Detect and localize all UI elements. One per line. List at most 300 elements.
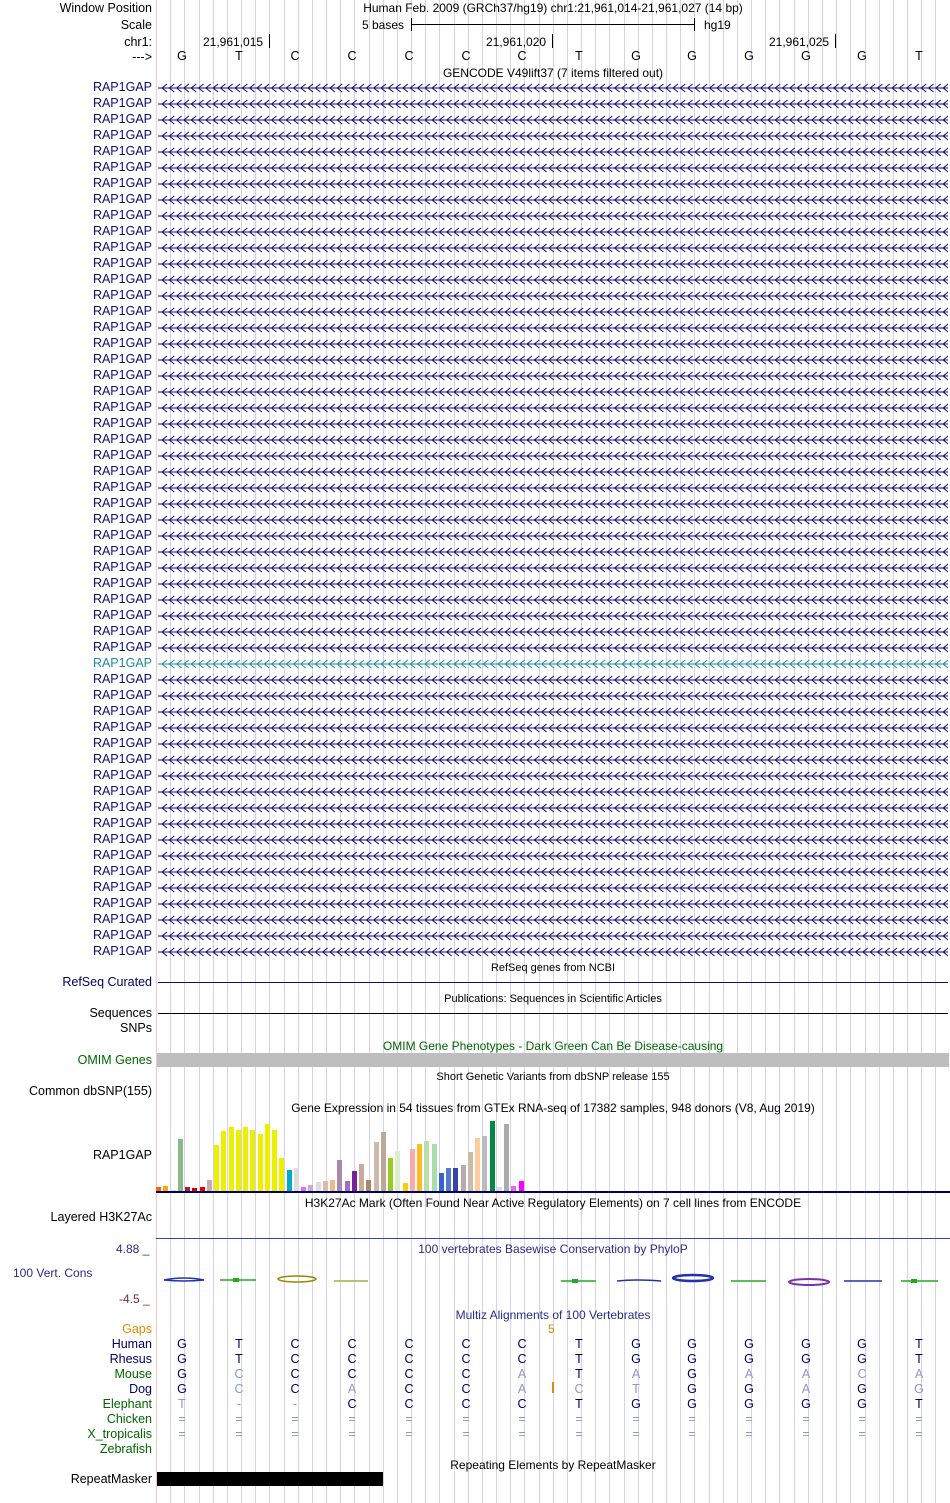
gtex-tissue-bar[interactable]	[453, 1168, 458, 1191]
gencode-gene-label[interactable]: RAP1GAP	[92, 336, 152, 350]
gencode-gene-label[interactable]: RAP1GAP	[92, 256, 152, 270]
gencode-gene-label[interactable]: RAP1GAP	[92, 496, 152, 510]
gtex-tissue-bar[interactable]	[207, 1180, 212, 1191]
species-label-elephant[interactable]: Elephant	[102, 1397, 152, 1411]
chrom-label: chr1:	[124, 35, 152, 49]
gencode-transcript[interactable]	[158, 418, 948, 430]
gencode-gene-label[interactable]: RAP1GAP	[92, 176, 152, 190]
gencode-gene-label[interactable]: RAP1GAP	[92, 304, 152, 318]
gencode-gene-label[interactable]: RAP1GAP	[92, 864, 152, 878]
gencode-gene-label[interactable]: RAP1GAP	[92, 880, 152, 894]
alignment-base: A	[744, 1367, 754, 1381]
alignment-base: T	[915, 1397, 923, 1411]
gtex-tissue-bar[interactable]	[178, 1139, 183, 1191]
alignment-base: =	[178, 1427, 186, 1441]
alignment-base: G	[744, 1382, 754, 1396]
alignment-base: G	[687, 1352, 697, 1366]
gencode-transcript[interactable]	[158, 402, 948, 414]
gencode-gene-label[interactable]: RAP1GAP	[92, 432, 152, 446]
species-label-dog[interactable]: Dog	[129, 1382, 152, 1396]
alignment-base: C	[461, 1337, 471, 1351]
gencode-transcript[interactable]	[158, 898, 948, 910]
gencode-transcript[interactable]	[158, 866, 948, 878]
gtex-track-title[interactable]: Gene Expression in 54 tissues from GTEx RNA-seq of 17382 samples, 948 donors (V8, Aug 2019)	[291, 1101, 815, 1115]
coord-2: 21,961,020	[486, 35, 547, 49]
alignment-base: =	[462, 1412, 470, 1426]
gencode-gene-label[interactable]: RAP1GAP	[92, 752, 152, 766]
gtex-tissue-bar[interactable]	[214, 1145, 219, 1191]
strand-label: --->	[132, 50, 152, 64]
repeatmasker-label[interactable]: RepeatMasker	[70, 1472, 152, 1486]
gencode-gene-label[interactable]: RAP1GAP	[92, 368, 152, 382]
coord-3: 21,961,025	[769, 35, 830, 49]
alignment-base: G	[687, 1397, 697, 1411]
gtex-tissue-bar[interactable]	[475, 1138, 480, 1191]
gtex-tissue-bar[interactable]	[403, 1183, 408, 1191]
reference-base: G	[857, 49, 867, 63]
gencode-transcript[interactable]	[158, 130, 948, 142]
alignment-base: C	[461, 1382, 471, 1396]
gencode-gene-label[interactable]: RAP1GAP	[92, 848, 152, 862]
alignment-base: C	[347, 1337, 357, 1351]
gtex-tissue-bar[interactable]	[287, 1170, 292, 1191]
alignment-base: T	[235, 1352, 243, 1366]
gencode-gene-label[interactable]: RAP1GAP	[92, 640, 152, 654]
gencode-transcript[interactable]	[158, 194, 948, 206]
alignment-base: C	[347, 1397, 357, 1411]
gencode-transcript[interactable]	[158, 690, 948, 702]
species-label-chicken[interactable]: Chicken	[106, 1412, 152, 1426]
gencode-gene-label[interactable]: RAP1GAP	[92, 80, 152, 94]
gencode-transcript[interactable]	[158, 930, 948, 942]
gencode-gene-label[interactable]: RAP1GAP	[92, 384, 152, 398]
gtex-tissue-bar[interactable]	[359, 1164, 364, 1191]
alignment-base: =	[745, 1412, 753, 1426]
gencode-gene-label[interactable]: RAP1GAP	[92, 624, 152, 638]
gencode-gene-label[interactable]: RAP1GAP	[92, 576, 152, 590]
alignment-base: =	[688, 1412, 696, 1426]
window-position-label: Window Position	[59, 1, 152, 15]
alignment-base: G	[801, 1337, 811, 1351]
gencode-transcript[interactable]	[158, 514, 948, 526]
alignment-base: =	[858, 1427, 866, 1441]
gencode-transcript[interactable]	[158, 386, 948, 398]
alignment-base: =	[858, 1412, 866, 1426]
reference-base: C	[517, 49, 527, 63]
gencode-gene-label[interactable]: RAP1GAP	[92, 192, 152, 206]
gtex-tissue-bar[interactable]	[250, 1130, 255, 1191]
gap-count: 5	[548, 1322, 555, 1336]
alignment-base: =	[405, 1412, 413, 1426]
alignment-base: T	[575, 1337, 583, 1351]
alignment-base: C	[290, 1382, 300, 1396]
alignment-base: T	[915, 1337, 923, 1351]
alignment-base: G	[177, 1367, 187, 1381]
alignment-base: =	[518, 1427, 526, 1441]
gencode-gene-label[interactable]: RAP1GAP	[92, 784, 152, 798]
gencode-transcript[interactable]	[158, 626, 948, 638]
gencode-gene-label[interactable]: RAP1GAP	[92, 816, 152, 830]
gencode-gene-label[interactable]: RAP1GAP	[92, 416, 152, 430]
alignment-base: =	[235, 1412, 243, 1426]
gtex-tissue-bar[interactable]	[221, 1131, 226, 1191]
gencode-gene-label[interactable]: RAP1GAP	[92, 928, 152, 942]
alignment-base: =	[745, 1427, 753, 1441]
alignment-base: G	[857, 1397, 867, 1411]
publications-track-title[interactable]: Publications: Sequences in Scientific Articles	[444, 993, 662, 1005]
gencode-gene-label[interactable]: RAP1GAP	[92, 656, 152, 670]
gtex-tissue-bar[interactable]	[366, 1180, 371, 1191]
reference-base: G	[801, 49, 811, 63]
phylop-min: -4.5 _	[119, 1292, 150, 1306]
gencode-transcript[interactable]	[158, 242, 948, 254]
gencode-gene-label[interactable]: RAP1GAP	[92, 272, 152, 286]
omim-label[interactable]: OMIM Genes	[77, 1053, 152, 1067]
gencode-transcript[interactable]	[158, 802, 948, 814]
gencode-transcript[interactable]	[158, 482, 948, 494]
h3k27ac-label[interactable]: Layered H3K27Ac	[50, 1210, 152, 1224]
gencode-transcript[interactable]	[158, 178, 948, 190]
gencode-gene-label[interactable]: RAP1GAP	[92, 736, 152, 750]
alignment-base: C	[290, 1352, 300, 1366]
gencode-transcript[interactable]	[158, 146, 948, 158]
alignment-base: A	[517, 1367, 527, 1381]
gtex-tissue-bar[interactable]	[294, 1168, 299, 1191]
reference-base: G	[744, 49, 754, 63]
gencode-gene-label[interactable]: RAP1GAP	[92, 448, 152, 462]
gtex-tissue-bar[interactable]	[439, 1173, 444, 1191]
publications-line[interactable]	[158, 1013, 948, 1014]
alignment-base: G	[857, 1352, 867, 1366]
gtex-tissue-bar[interactable]	[374, 1142, 379, 1191]
multiz-track-title[interactable]: Multiz Alignments of 100 Vertebrates	[455, 1308, 651, 1322]
alignment-base: C	[404, 1352, 414, 1366]
gtex-label[interactable]: RAP1GAP	[92, 1148, 152, 1162]
gencode-transcript[interactable]	[158, 946, 948, 958]
alignment-base: =	[632, 1412, 640, 1426]
gencode-gene-label[interactable]: RAP1GAP	[92, 288, 152, 302]
snps-label[interactable]: SNPs	[120, 1021, 152, 1035]
alignment-base: T	[575, 1352, 583, 1366]
gencode-transcript[interactable]	[158, 546, 948, 558]
gencode-transcript[interactable]	[158, 818, 948, 830]
gencode-transcript[interactable]	[158, 498, 948, 510]
gencode-transcript[interactable]	[158, 434, 948, 446]
species-label-mouse[interactable]: Mouse	[114, 1367, 152, 1381]
gencode-gene-label[interactable]: RAP1GAP	[92, 944, 152, 958]
alignment-base: G	[744, 1337, 754, 1351]
gtex-bar-chart[interactable]	[156, 1114, 950, 1191]
gencode-transcript[interactable]	[158, 882, 948, 894]
alignment-base: =	[462, 1427, 470, 1441]
gtex-tissue-bar[interactable]	[279, 1158, 284, 1191]
alignment-base: =	[405, 1427, 413, 1441]
alignment-base: C	[857, 1367, 867, 1381]
h3k27ac-baseline	[156, 1238, 950, 1239]
gencode-transcript[interactable]	[158, 674, 948, 686]
alignment-base: T	[575, 1397, 583, 1411]
gencode-transcript[interactable]	[158, 834, 948, 846]
gencode-transcript[interactable]	[158, 722, 948, 734]
coord-tick-1	[269, 34, 270, 48]
reference-base: G	[177, 49, 187, 63]
alignment-base: =	[235, 1427, 243, 1441]
alignment-base: -	[236, 1397, 242, 1411]
gencode-gene-label[interactable]: RAP1GAP	[92, 224, 152, 238]
alignment-base: -	[292, 1397, 298, 1411]
gencode-transcript[interactable]	[158, 370, 948, 382]
alignment-base: G	[801, 1352, 811, 1366]
gencode-gene-label[interactable]: RAP1GAP	[92, 96, 152, 110]
alignment-base: G	[631, 1337, 641, 1351]
gencode-transcript[interactable]	[158, 450, 948, 462]
gtex-tissue-bar[interactable]	[482, 1136, 487, 1191]
gencode-transcript[interactable]	[158, 226, 948, 238]
reference-base: G	[631, 49, 641, 63]
repeatmasker-element[interactable]	[157, 1472, 383, 1486]
gtex-tissue-bar[interactable]	[432, 1144, 437, 1191]
phylop-max: 4.88 _	[116, 1242, 150, 1256]
alignment-base: =	[518, 1412, 526, 1426]
gencode-transcript[interactable]	[158, 754, 948, 766]
refseq-track-title[interactable]: RefSeq genes from NCBI	[490, 962, 616, 974]
reference-base: C	[461, 49, 471, 63]
gencode-gene-label[interactable]: RAP1GAP	[92, 672, 152, 686]
species-label-human[interactable]: Human	[111, 1337, 152, 1351]
alignment-base: G	[631, 1397, 641, 1411]
alignment-base: =	[575, 1412, 583, 1426]
alignment-base: =	[688, 1427, 696, 1441]
gencode-gene-label[interactable]: RAP1GAP	[92, 800, 152, 814]
gencode-transcript[interactable]	[158, 738, 948, 750]
alignment-base: A	[914, 1367, 924, 1381]
gencode-transcript[interactable]	[158, 914, 948, 926]
gtex-tissue-bar[interactable]	[272, 1130, 277, 1191]
gtex-tissue-bar[interactable]	[381, 1132, 386, 1191]
alignment-base: C	[404, 1337, 414, 1351]
phylop-track-title[interactable]: 100 vertebrates Basewise Conservation by PhyloP	[418, 1242, 688, 1256]
gtex-tissue-bar[interactable]	[229, 1127, 234, 1191]
alignment-base: C	[290, 1367, 300, 1381]
gencode-transcript[interactable]	[158, 290, 948, 302]
alignment-base: C	[347, 1352, 357, 1366]
gtex-tissue-bar[interactable]	[395, 1151, 400, 1191]
species-label-zebrafish[interactable]: Zebrafish	[99, 1442, 152, 1456]
gtex-tissue-bar[interactable]	[265, 1124, 270, 1191]
gencode-gene-label[interactable]: RAP1GAP	[92, 608, 152, 622]
gtex-tissue-bar[interactable]	[388, 1158, 393, 1191]
reference-base: C	[404, 49, 414, 63]
scale-text: 5 bases	[362, 18, 405, 32]
gtex-tissue-bar[interactable]	[323, 1181, 328, 1191]
gencode-transcript[interactable]	[158, 706, 948, 718]
phylop-glyphs[interactable]	[156, 1270, 950, 1290]
gtex-tissue-bar[interactable]	[316, 1182, 321, 1191]
alignment-base: =	[632, 1427, 640, 1441]
refseq-label[interactable]: RefSeq Curated	[62, 975, 152, 989]
gencode-transcript[interactable]	[158, 770, 948, 782]
gtex-tissue-bar[interactable]	[424, 1141, 429, 1191]
gtex-baseline	[156, 1191, 950, 1193]
gtex-tissue-bar[interactable]	[345, 1181, 350, 1191]
gencode-transcript[interactable]	[158, 642, 948, 654]
alignment-base: =	[291, 1427, 299, 1441]
coord-tick-3	[835, 34, 836, 48]
alignment-base: G	[687, 1367, 697, 1381]
gencode-gene-label[interactable]: RAP1GAP	[92, 768, 152, 782]
alignment-base: C	[234, 1367, 244, 1381]
alignment-base: C	[517, 1397, 527, 1411]
gencode-transcript[interactable]	[158, 162, 948, 174]
alignment-base: C	[574, 1382, 584, 1396]
alignment-base: T	[575, 1367, 583, 1381]
gencode-gene-label[interactable]: RAP1GAP	[92, 896, 152, 910]
gencode-gene-label[interactable]: RAP1GAP	[92, 528, 152, 542]
h3k27ac-track-title[interactable]: H3K27Ac Mark (Often Found Near Active Regulatory Elements) on 7 cell lines from ENCODE	[304, 1196, 802, 1210]
gtex-tissue-bar[interactable]	[243, 1127, 248, 1191]
alignment-base: G	[744, 1397, 754, 1411]
species-label-x_tropicalis[interactable]: X_tropicalis	[87, 1427, 152, 1441]
gencode-transcript[interactable]	[158, 562, 948, 574]
gencode-gene-label[interactable]: RAP1GAP	[92, 544, 152, 558]
gencode-transcript[interactable]	[158, 114, 948, 126]
gencode-gene-label[interactable]: RAP1GAP	[92, 128, 152, 142]
gtex-tissue-bar[interactable]	[504, 1124, 509, 1191]
gencode-gene-label[interactable]: RAP1GAP	[92, 560, 152, 574]
gtex-tissue-bar[interactable]	[461, 1165, 466, 1191]
gtex-tissue-bar[interactable]	[490, 1121, 495, 1191]
gencode-transcript[interactable]	[158, 354, 948, 366]
alignment-base: =	[915, 1427, 923, 1441]
scale-bar-left-tick	[411, 18, 412, 31]
alignment-base: =	[575, 1427, 583, 1441]
alignment-base: =	[291, 1412, 299, 1426]
gencode-transcript[interactable]	[158, 210, 948, 222]
alignment-base: T	[178, 1397, 186, 1411]
gencode-transcript[interactable]	[158, 466, 948, 478]
gencode-gene-label[interactable]: RAP1GAP	[92, 688, 152, 702]
gtex-tissue-bar[interactable]	[236, 1130, 241, 1191]
reference-bases	[0, 49, 950, 63]
gencode-transcript[interactable]	[158, 98, 948, 110]
scale-label: Scale	[120, 18, 152, 32]
phylop-label[interactable]: 100 Vert. Cons	[13, 1266, 93, 1280]
repeatmasker-track-title[interactable]: Repeating Elements by RepeatMasker	[450, 1458, 656, 1472]
gencode-transcript[interactable]	[158, 578, 948, 590]
alignment-base: A	[801, 1382, 811, 1396]
gencode-transcript[interactable]	[158, 258, 948, 270]
reference-base: C	[290, 49, 300, 63]
refseq-gene-line[interactable]	[158, 982, 948, 983]
reference-base: T	[575, 49, 583, 63]
scale-bar	[411, 24, 695, 25]
alignment-base: C	[461, 1367, 471, 1381]
species-label-rhesus[interactable]: Rhesus	[109, 1352, 152, 1366]
assembly-title: Human Feb. 2009 (GRCh37/hg19) chr1:21,961,014-21,961,027 (14 bp)	[363, 1, 743, 15]
alignment-base: C	[461, 1352, 471, 1366]
gencode-gene-label[interactable]: RAP1GAP	[92, 704, 152, 718]
gencode-transcript[interactable]	[158, 658, 948, 670]
gencode-gene-label[interactable]: RAP1GAP	[92, 912, 152, 926]
gaps-label: Gaps	[122, 1322, 152, 1336]
alignment-base: G	[631, 1352, 641, 1366]
alignment-base: =	[802, 1427, 810, 1441]
gtex-tissue-bar[interactable]	[352, 1171, 357, 1191]
alignment-base: C	[404, 1382, 414, 1396]
coord-1: 21,961,015	[203, 35, 264, 49]
gencode-transcript[interactable]	[158, 306, 948, 318]
gencode-gene-label[interactable]: RAP1GAP	[92, 464, 152, 478]
omim-gene-bar[interactable]	[157, 1053, 949, 1067]
reference-base: C	[347, 49, 357, 63]
gtex-tissue-bar[interactable]	[519, 1181, 524, 1191]
omim-track-title[interactable]: OMIM Gene Phenotypes - Dark Green Can Be Disease-causing	[382, 1039, 724, 1053]
alignment-base: C	[234, 1382, 244, 1396]
gencode-transcript[interactable]	[158, 594, 948, 606]
gencode-transcript[interactable]	[158, 786, 948, 798]
gencode-transcript[interactable]	[158, 82, 948, 94]
gencode-gene-label[interactable]: RAP1GAP	[92, 352, 152, 366]
dbsnp-label[interactable]: Common dbSNP(155)	[29, 1084, 152, 1098]
alignment-base: C	[290, 1337, 300, 1351]
gtex-tissue-bar[interactable]	[258, 1134, 263, 1191]
gencode-transcript[interactable]	[158, 338, 948, 350]
gencode-gene-label[interactable]: RAP1GAP	[92, 208, 152, 222]
gtex-tissue-bar[interactable]	[337, 1160, 342, 1191]
scale-bar-right-tick	[694, 18, 695, 31]
alignment-base: A	[347, 1382, 357, 1396]
alignment-base: C	[517, 1352, 527, 1366]
gencode-track-title[interactable]: GENCODE V49lift37 (7 items filtered out)	[442, 66, 664, 80]
alignment-base: C	[347, 1367, 357, 1381]
gencode-transcript[interactable]	[158, 322, 948, 334]
sequences-label[interactable]: Sequences	[89, 1006, 152, 1020]
gtex-tissue-bar[interactable]	[410, 1149, 415, 1191]
gencode-gene-label[interactable]: RAP1GAP	[92, 480, 152, 494]
gencode-transcript[interactable]	[158, 850, 948, 862]
alignment-base: T	[235, 1337, 243, 1351]
gencode-gene-label[interactable]: RAP1GAP	[92, 160, 152, 174]
gencode-gene-label[interactable]: RAP1GAP	[92, 832, 152, 846]
gencode-gene-label[interactable]: RAP1GAP	[92, 320, 152, 334]
gencode-gene-label[interactable]: RAP1GAP	[92, 144, 152, 158]
dog-gap-marker	[552, 1382, 554, 1393]
coord-tick-2	[552, 34, 553, 48]
gencode-transcript[interactable]	[158, 610, 948, 622]
dbsnp-track-title[interactable]: Short Genetic Variants from dbSNP release 155	[436, 1071, 670, 1083]
gencode-transcript[interactable]	[158, 274, 948, 286]
gencode-gene-label[interactable]: RAP1GAP	[92, 240, 152, 254]
gtex-tissue-bar[interactable]	[468, 1152, 473, 1191]
alignment-base: G	[744, 1352, 754, 1366]
alignment-base: =	[348, 1427, 356, 1441]
gencode-gene-label[interactable]: RAP1GAP	[92, 592, 152, 606]
gencode-gene-label[interactable]: RAP1GAP	[92, 112, 152, 126]
alignment-base: G	[857, 1382, 867, 1396]
gencode-transcript[interactable]	[158, 530, 948, 542]
gtex-tissue-bar[interactable]	[446, 1168, 451, 1191]
gtex-tissue-bar[interactable]	[330, 1180, 335, 1191]
alignment-base: T	[632, 1382, 640, 1396]
alignment-base: C	[404, 1367, 414, 1381]
gtex-tissue-bar[interactable]	[417, 1144, 422, 1191]
gencode-gene-label[interactable]: RAP1GAP	[92, 400, 152, 414]
gencode-gene-label[interactable]: RAP1GAP	[92, 720, 152, 734]
alignment-base: G	[857, 1337, 867, 1351]
alignment-base: C	[404, 1397, 414, 1411]
alignment-base: T	[915, 1352, 923, 1366]
gencode-gene-label[interactable]: RAP1GAP	[92, 512, 152, 526]
